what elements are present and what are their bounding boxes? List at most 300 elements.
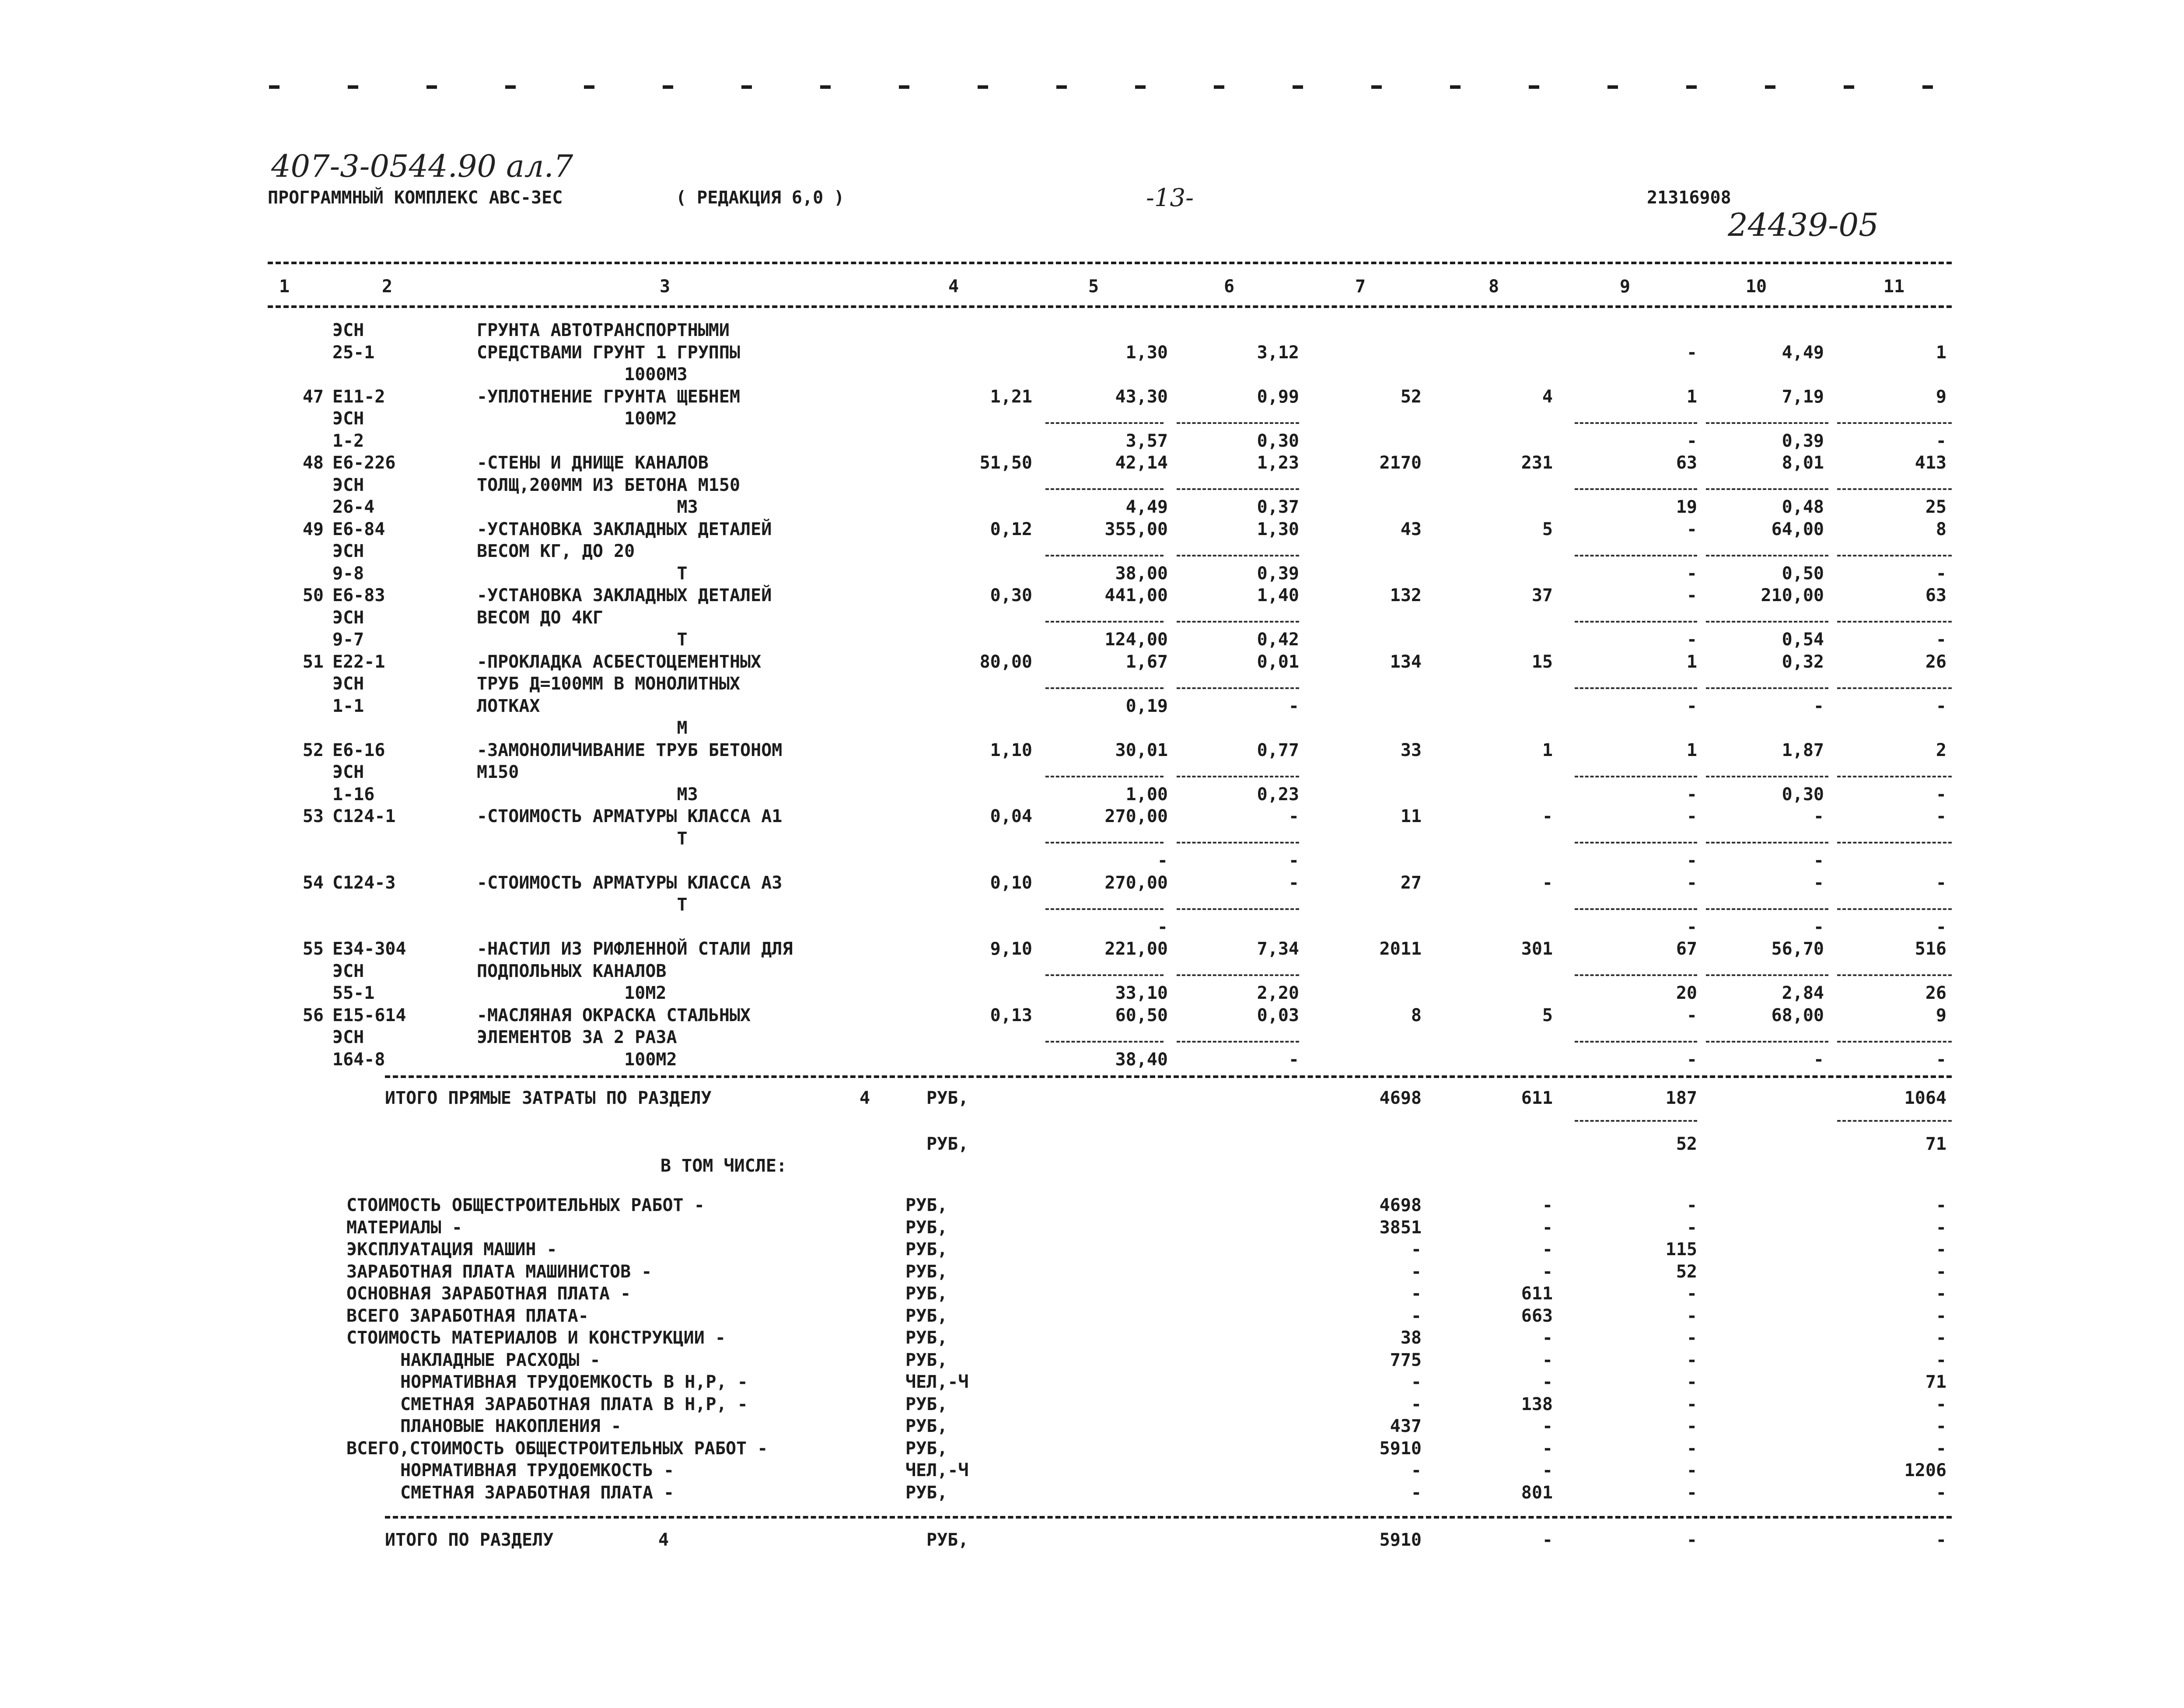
table-cell: Е11-2 (332, 386, 385, 407)
direct-costs-c7: 4698 (1379, 1088, 1422, 1108)
cell-divider (1177, 776, 1299, 777)
table-cell: 0,50 (1782, 563, 1824, 584)
table-cell: 11 (1400, 806, 1422, 826)
summary-c9: - (1686, 1217, 1697, 1238)
summary-c11: 1206 (1904, 1460, 1946, 1480)
table-cell: 5 (1542, 519, 1553, 539)
summary-label: НОРМАТИВНАЯ ТРУДОЕМКОСТЬ В Н,Р, - (400, 1372, 748, 1392)
summary-c7: 3851 (1379, 1217, 1422, 1238)
perforation-tick (269, 85, 280, 89)
table-cell: ВЕСОМ КГ, ДО 20 (477, 541, 635, 561)
table-cell: ЭЛЕМЕНТОВ ЗА 2 РАЗА (477, 1027, 677, 1047)
summary-unit: РУБ, (905, 1328, 948, 1348)
summary-unit: РУБ, (905, 1394, 948, 1414)
table-cell: 4 (1542, 386, 1553, 407)
table-cell: ЭСН (332, 475, 364, 495)
cell-divider (1706, 422, 1828, 424)
table-cell: - (1686, 696, 1697, 716)
cell-divider (1177, 687, 1299, 689)
summary-c11: - (1936, 1261, 1946, 1282)
summary-c9: - (1686, 1438, 1697, 1459)
table-cell: 0,03 (1257, 1005, 1299, 1026)
table-cell: 516 (1915, 939, 1946, 959)
table-cell: 0,30 (1782, 784, 1824, 805)
final-unit: РУБ, (926, 1530, 969, 1550)
final-label: ИТОГО ПО РАЗДЕЛУ (385, 1530, 554, 1550)
summary-c9: 115 (1665, 1239, 1697, 1260)
cell-divider (1706, 1041, 1828, 1043)
perforation-tick (1056, 85, 1067, 89)
table-cell: 0,32 (1782, 651, 1824, 672)
table-cell: 27 (1400, 872, 1422, 893)
final-top-rule (385, 1516, 1952, 1519)
summary-c7: - (1411, 1460, 1422, 1480)
table-cell: - (1288, 696, 1299, 716)
direct-costs-c11: 1064 (1904, 1088, 1946, 1108)
table-cell: 49 (302, 519, 324, 539)
column-header-9: 9 (1619, 276, 1631, 297)
table-cell: 1,30 (1125, 342, 1168, 363)
cell-divider (1837, 621, 1952, 623)
table-cell: 42,14 (1115, 453, 1168, 473)
cell-divider (1177, 1041, 1299, 1043)
table-cell: ЭСН (332, 409, 364, 429)
table-cell: 30,01 (1115, 740, 1168, 760)
table-cell: 3,57 (1125, 430, 1168, 451)
table-cell: - (1686, 850, 1697, 871)
table-cell: -СТОИМОСТЬ АРМАТУРЫ КЛАССА А3 (477, 872, 783, 893)
table-cell: 221,00 (1104, 939, 1168, 959)
perforation-tick (820, 85, 831, 89)
table-cell: 4,49 (1782, 342, 1824, 363)
rule (1575, 1120, 1697, 1122)
cell-divider (1045, 776, 1164, 777)
table-cell: 0,54 (1782, 630, 1824, 650)
table-cell: - (1813, 872, 1824, 893)
cell-divider (1837, 422, 1952, 424)
table-cell: - (1686, 585, 1697, 606)
table-cell: 413 (1915, 453, 1946, 473)
table-cell: -УПЛОТНЕНИЕ ГРУНТА ЩЕБНЕМ (477, 386, 741, 407)
table-cell: 0,99 (1257, 386, 1299, 407)
table-cell: 68,00 (1771, 1005, 1824, 1026)
table-cell: 4,49 (1125, 497, 1168, 517)
direct-costs-c8: 611 (1521, 1088, 1553, 1108)
table-cell: 132 (1390, 585, 1422, 606)
perforation-tick (1607, 85, 1618, 89)
table-cell: 1,21 (990, 386, 1032, 407)
table-cell: 63 (1925, 585, 1946, 606)
table-cell: 0,23 (1257, 784, 1299, 805)
summary-c9: - (1686, 1394, 1697, 1414)
table-cell: 0,39 (1257, 563, 1299, 584)
summary-label: ВСЕГО,СТОИМОСТЬ ОБЩЕСТРОИТЕЛЬНЫХ РАБОТ - (346, 1438, 768, 1459)
table-cell: ЭСН (332, 607, 364, 628)
summary-c11: - (1936, 1416, 1946, 1436)
summary-label: ОСНОВНАЯ ЗАРАБОТНАЯ ПЛАТА - (346, 1284, 631, 1304)
table-cell: Т (477, 895, 688, 915)
summary-label: ЗАРАБОТНАЯ ПЛАТА МАШИНИСТОВ - (346, 1261, 652, 1282)
direct-costs-unit: РУБ, (926, 1088, 969, 1108)
table-cell: - (1936, 430, 1946, 451)
summary-c7: - (1411, 1394, 1422, 1414)
table-cell: 270,00 (1104, 806, 1168, 826)
table-cell: 0,30 (990, 585, 1032, 606)
cell-divider (1045, 1041, 1164, 1043)
table-cell: Е6-16 (332, 740, 385, 760)
cell-divider (1177, 621, 1299, 623)
cell-divider (1045, 488, 1164, 490)
perforation-tick (1293, 85, 1303, 89)
summary-c8: - (1542, 1372, 1553, 1392)
summary-c8: 801 (1521, 1482, 1553, 1503)
table-cell: 134 (1390, 651, 1422, 672)
table-cell: С124-3 (332, 872, 396, 893)
cell-divider (1045, 842, 1164, 844)
cell-divider (1837, 776, 1952, 777)
table-cell: - (1686, 1049, 1697, 1070)
table-cell: 1,87 (1782, 740, 1824, 760)
table-cell: 8 (1936, 519, 1946, 539)
summary-unit: РУБ, (905, 1306, 948, 1326)
perforation-tick (978, 85, 988, 89)
summary-c7: - (1411, 1284, 1422, 1304)
perforation-tick (1371, 85, 1382, 89)
table-cell: - (1157, 850, 1168, 871)
table-cell: - (1686, 563, 1697, 584)
table-cell: 0,37 (1257, 497, 1299, 517)
table-cell: - (1686, 342, 1697, 363)
summary-c9: - (1686, 1328, 1697, 1348)
table-cell: - (1157, 917, 1168, 937)
table-cell: ЭСН (332, 961, 364, 981)
table-cell: 231 (1521, 453, 1553, 473)
table-cell: - (1686, 430, 1697, 451)
direct-costs-label: ИТОГО ПРЯМЫЕ ЗАТРАТЫ ПО РАЗДЕЛУ (385, 1088, 712, 1108)
table-cell: 1,10 (990, 740, 1032, 760)
table-cell: - (1686, 630, 1697, 650)
table-cell: 210,00 (1761, 585, 1824, 606)
table-cell: 1 (1686, 740, 1697, 760)
table-cell: 1000М3 (477, 364, 688, 385)
table-cell: 1,30 (1257, 519, 1299, 539)
column-header-7: 7 (1355, 276, 1366, 297)
cell-divider (1575, 1041, 1697, 1043)
summary-c9: - (1686, 1195, 1697, 1215)
table-cell: 9 (1936, 386, 1946, 407)
table-cell: 0,13 (990, 1005, 1032, 1026)
table-cell: 441,00 (1104, 585, 1168, 606)
summary-label: МАТЕРИАЛЫ - (346, 1217, 462, 1238)
table-cell: 164-8 (332, 1049, 385, 1070)
summary-c9: - (1686, 1284, 1697, 1304)
table-cell: 355,00 (1104, 519, 1168, 539)
summary-label: НАКЛАДНЫЕ РАСХОДЫ - (400, 1350, 601, 1370)
table-cell: 25 (1925, 497, 1946, 517)
table-cell: 0,10 (990, 872, 1032, 893)
summary-c7: - (1411, 1372, 1422, 1392)
table-cell: 9-7 (332, 630, 364, 650)
table-cell: ЭСН (332, 320, 364, 340)
summary-c11: - (1936, 1350, 1946, 1370)
final-c9: - (1686, 1530, 1697, 1550)
table-cell: -НАСТИЛ ИЗ РИФЛЕННОЙ СТАЛИ ДЛЯ (477, 939, 793, 959)
summary-c8: 138 (1521, 1394, 1553, 1414)
table-cell: - (1936, 1049, 1946, 1070)
table-cell: - (1936, 917, 1946, 937)
cell-divider (1045, 687, 1164, 689)
table-cell: Е22-1 (332, 651, 385, 672)
table-cell: - (1936, 630, 1946, 650)
cell-divider (1177, 842, 1299, 844)
cell-divider (1177, 974, 1299, 976)
cell-divider (1706, 687, 1828, 689)
table-cell: 26 (1925, 983, 1946, 1003)
summary-c9: - (1686, 1416, 1697, 1436)
table-cell: 0,42 (1257, 630, 1299, 650)
table-cell: ЭСН (332, 674, 364, 694)
summary-c8: - (1542, 1261, 1553, 1282)
cell-divider (1837, 842, 1952, 844)
table-cell: 7,34 (1257, 939, 1299, 959)
handwritten-doc-number: 407-3-0544.90 ал.7 (271, 148, 573, 184)
perforation-tick (1214, 85, 1224, 89)
table-cell: 33 (1400, 740, 1422, 760)
summary-label: ВСЕГО ЗАРАБОТНАЯ ПЛАТА- (346, 1306, 589, 1326)
cell-divider (1706, 842, 1828, 844)
document-code: 21316908 (1647, 188, 1731, 208)
table-cell: СРЕДСТВАМИ ГРУНТ 1 ГРУППЫ (477, 342, 741, 363)
table-cell: 43 (1400, 519, 1422, 539)
cell-divider (1177, 908, 1299, 910)
table-cell: 2 (1936, 740, 1946, 760)
summary-unit: РУБ, (905, 1350, 948, 1370)
cell-divider (1045, 555, 1164, 556)
cell-divider (1706, 621, 1828, 623)
cell-divider (1575, 422, 1697, 424)
page-number: -13- (1146, 184, 1194, 212)
table-cell: Е6-84 (332, 519, 385, 539)
table-cell: - (1813, 696, 1824, 716)
table-cell: 100М2 (477, 1049, 677, 1070)
table-cell: 0,30 (1257, 430, 1299, 451)
table-cell: 7,19 (1782, 386, 1824, 407)
table-cell: Е15-614 (332, 1005, 406, 1026)
summary-c7: 437 (1390, 1416, 1422, 1436)
perforation-tick (741, 85, 752, 89)
cell-divider (1837, 687, 1952, 689)
table-cell: 2170 (1379, 453, 1422, 473)
table-cell: ТОЛЩ,200ММ ИЗ БЕТОНА М150 (477, 475, 741, 495)
summary-c7: - (1411, 1482, 1422, 1503)
second-c9: 52 (1676, 1134, 1697, 1154)
summary-label: СМЕТНАЯ ЗАРАБОТНАЯ ПЛАТА - (400, 1482, 674, 1503)
summary-c9: - (1686, 1460, 1697, 1480)
summary-c9: - (1686, 1372, 1697, 1392)
table-cell: 64,00 (1771, 519, 1824, 539)
cell-divider (1837, 555, 1952, 556)
cell-divider (1837, 908, 1952, 910)
table-cell: 1 (1542, 740, 1553, 760)
table-cell: 80,00 (979, 651, 1032, 672)
table-cell: 5 (1542, 1005, 1553, 1026)
table-cell: 1 (1686, 651, 1697, 672)
summary-c11: - (1936, 1482, 1946, 1503)
table-cell: 9-8 (332, 563, 364, 584)
table-cell: -ПРОКЛАДКА АСБЕСТОЦЕМЕНТНЫХ (477, 651, 762, 672)
summary-label: НОРМАТИВНАЯ ТРУДОЕМКОСТЬ - (400, 1460, 674, 1480)
summary-c11: - (1936, 1394, 1946, 1414)
cell-divider (1837, 1041, 1952, 1043)
table-cell: 1-16 (332, 784, 375, 805)
table-cell: - (1813, 806, 1824, 826)
table-cell: Е34-304 (332, 939, 406, 959)
table-cell: 26 (1925, 651, 1946, 672)
summary-c7: 4698 (1379, 1195, 1422, 1215)
column-header-6: 6 (1223, 276, 1235, 297)
summary-c7: 775 (1390, 1350, 1422, 1370)
table-cell: - (1813, 850, 1824, 871)
table-cell: 55 (302, 939, 324, 959)
table-cell: 38,00 (1115, 563, 1168, 584)
table-cell: - (1686, 1005, 1697, 1026)
table-cell: 0,39 (1782, 430, 1824, 451)
perforation-tick (1135, 85, 1146, 89)
summary-label: СТОИМОСТЬ МАТЕРИАЛОВ И КОНСТРУКЦИИ - (346, 1328, 726, 1348)
column-header-10: 10 (1745, 276, 1767, 297)
perforation-tick (1686, 85, 1697, 89)
cell-divider (1575, 842, 1697, 844)
table-cell: 2,84 (1782, 983, 1824, 1003)
table-cell: 60,50 (1115, 1005, 1168, 1026)
cell-divider (1045, 908, 1164, 910)
table-cell: - (1686, 917, 1697, 937)
table-cell: 26-4 (332, 497, 375, 517)
summary-c8: - (1542, 1195, 1553, 1215)
table-cell: 2011 (1379, 939, 1422, 959)
table-cell: ЛОТКАХ (477, 696, 540, 716)
perforation-tick (426, 85, 437, 89)
table-cell: Т (477, 828, 688, 849)
table-cell: 67 (1676, 939, 1697, 959)
summary-unit: РУБ, (905, 1261, 948, 1282)
summary-c9: - (1686, 1482, 1697, 1503)
summary-c11: - (1936, 1284, 1946, 1304)
cell-divider (1706, 974, 1828, 976)
table-cell: 63 (1676, 453, 1697, 473)
summary-c11: - (1936, 1306, 1946, 1326)
summary-c8: - (1542, 1438, 1553, 1459)
direct-costs-c9: 187 (1665, 1088, 1697, 1108)
summary-c8: - (1542, 1416, 1553, 1436)
table-cell: - (1288, 806, 1299, 826)
table-cell: -СТОИМОСТЬ АРМАТУРЫ КЛАССА А1 (477, 806, 783, 826)
table-cell: М3 (477, 784, 698, 805)
summary-label: ПЛАНОВЫЕ НАКОПЛЕНИЯ - (400, 1416, 622, 1436)
table-cell: 10М2 (477, 983, 667, 1003)
table-cell: -УСТАНОВКА ЗАКЛАДНЫХ ДЕТАЛЕЙ (477, 519, 772, 539)
table-cell: - (1288, 850, 1299, 871)
table-cell: 3,12 (1257, 342, 1299, 363)
table-cell: 0,12 (990, 519, 1032, 539)
summary-c8: - (1542, 1239, 1553, 1260)
second-c11: 71 (1925, 1134, 1946, 1154)
table-cell: М (477, 718, 688, 738)
table-cell: 9,10 (990, 939, 1032, 959)
table-cell: - (1936, 563, 1946, 584)
table-cell: - (1686, 872, 1697, 893)
table-cell: 1 (1936, 342, 1946, 363)
table-cell: - (1686, 784, 1697, 805)
table-cell: Е6-226 (332, 453, 396, 473)
summary-c11: - (1936, 1239, 1946, 1260)
table-cell: -УСТАНОВКА ЗАКЛАДНЫХ ДЕТАЛЕЙ (477, 585, 772, 606)
table-cell: 1 (1686, 386, 1697, 407)
cell-divider (1045, 422, 1164, 424)
summary-c11: 71 (1925, 1372, 1946, 1392)
table-cell: - (1813, 1049, 1824, 1070)
table-cell: 270,00 (1104, 872, 1168, 893)
direct-costs-section: 4 (860, 1088, 870, 1108)
table-cell: М3 (477, 497, 698, 517)
cell-divider (1575, 621, 1697, 623)
table-cell: - (1542, 806, 1553, 826)
summary-unit: ЧЕЛ,-Ч (905, 1372, 969, 1392)
table-cell: -ЗАМОНОЛИЧИВАНИЕ ТРУБ БЕТОНОМ (477, 740, 783, 760)
column-header-2: 2 (381, 276, 393, 297)
table-cell: 51 (302, 651, 324, 672)
summary-c9: - (1686, 1306, 1697, 1326)
table-cell: 56 (302, 1005, 324, 1026)
table-cell: 1,67 (1125, 651, 1168, 672)
table-cell: Е6-83 (332, 585, 385, 606)
perforation-tick (1922, 85, 1933, 89)
table-cell: 19 (1676, 497, 1697, 517)
table-cell: 25-1 (332, 342, 375, 363)
final-section: 4 (658, 1530, 669, 1550)
table-cell: 0,19 (1125, 696, 1168, 716)
table-cell: 53 (302, 806, 324, 826)
totals-top-rule (385, 1075, 1952, 1078)
table-cell: 38,40 (1115, 1049, 1168, 1070)
summary-unit: РУБ, (905, 1482, 948, 1503)
table-cell: 301 (1521, 939, 1553, 959)
table-cell: -СТЕНЫ И ДНИЩЕ КАНАЛОВ (477, 453, 709, 473)
perforation-tick (1529, 85, 1539, 89)
summary-c7: 38 (1400, 1328, 1422, 1348)
table-cell: 9 (1936, 1005, 1946, 1026)
summary-c11: - (1936, 1217, 1946, 1238)
table-cell: 43,30 (1115, 386, 1168, 407)
final-c8: - (1542, 1530, 1553, 1550)
perforation-tick (584, 85, 594, 89)
summary-c7: - (1411, 1239, 1422, 1260)
cell-divider (1706, 488, 1828, 490)
perforation-tick (1765, 85, 1775, 89)
summary-unit: РУБ, (905, 1195, 948, 1215)
table-cell: - (1686, 519, 1697, 539)
table-cell: 1,23 (1257, 453, 1299, 473)
table-cell: 15 (1531, 651, 1553, 672)
table-cell: - (1686, 806, 1697, 826)
table-cell: 55-1 (332, 983, 375, 1003)
summary-c9: - (1686, 1350, 1697, 1370)
perforation-tick (1450, 85, 1461, 89)
summary-c8: - (1542, 1350, 1553, 1370)
summary-c11: - (1936, 1328, 1946, 1348)
summary-c11: - (1936, 1195, 1946, 1215)
perforation-tick (505, 85, 516, 89)
